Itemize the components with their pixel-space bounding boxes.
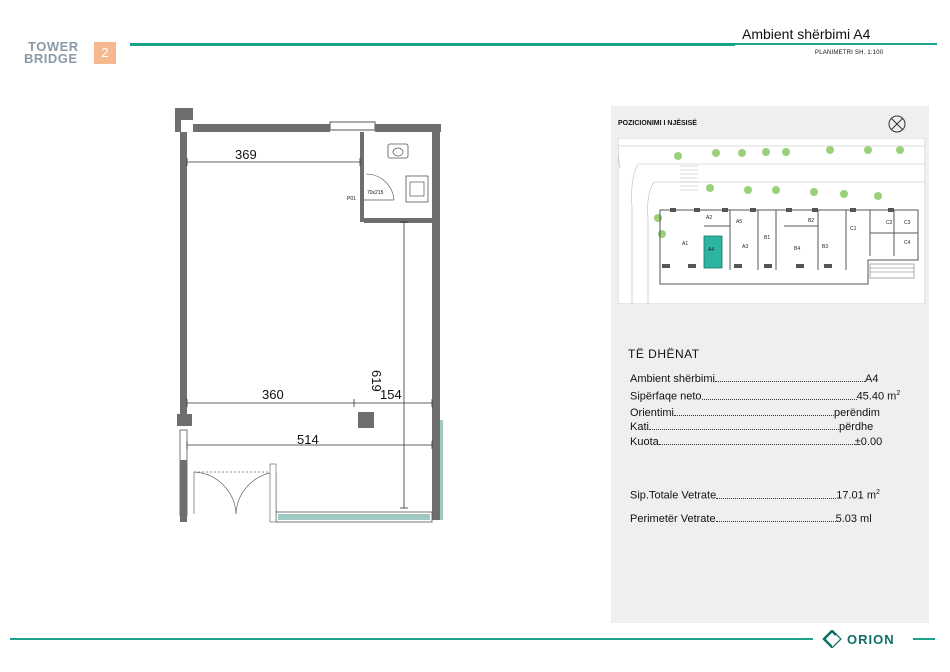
row-value: perëndim [834, 407, 880, 419]
dim-left-mid: 360 [262, 387, 284, 402]
glass-row [630, 489, 880, 502]
logo-line1: TOWER [28, 39, 79, 54]
site-map [618, 138, 925, 304]
data-row [630, 373, 878, 385]
map-label-b3: B3 [822, 244, 829, 250]
map-label-b4: B4 [794, 246, 801, 252]
map-label-a1: A1 [682, 241, 689, 247]
row-label: Kati [630, 421, 649, 433]
map-label-b2: B2 [808, 218, 815, 224]
data-row [630, 436, 882, 448]
map-label-c4: C4 [904, 240, 911, 246]
map-label-c3: C3 [904, 220, 911, 226]
position-heading: POZICIONIMI I NJËSISË [618, 120, 697, 127]
map-label-c1: C1 [850, 226, 857, 232]
row-sup: 2 [875, 489, 880, 496]
map-label-a4: A4 [708, 247, 715, 253]
map-label-a3: A3 [742, 244, 749, 250]
row-sup: 2 [896, 390, 901, 397]
floor-plan [160, 100, 460, 540]
footer-rule-left [10, 638, 813, 640]
row-label: Ambient shërbimi [630, 373, 715, 385]
dim-bottom: 514 [297, 432, 319, 447]
page-subtitle: PLANIMETRI SH. 1:100 [815, 50, 884, 56]
row-label: Perimetër Vetrate [630, 513, 716, 525]
data-row [630, 390, 900, 403]
logo-number: 2 [94, 42, 116, 64]
row-value: përdhe [838, 421, 874, 433]
row-value: 5.03 ml [835, 513, 872, 525]
data-row [630, 407, 880, 419]
map-label-a2: A2 [706, 215, 713, 221]
page-title: Ambient shërbimi A4 [742, 26, 871, 42]
row-value: 45.40 m [856, 390, 897, 403]
orion-logo-icon [822, 630, 842, 648]
data-row [630, 421, 873, 433]
dim-top: 369 [235, 147, 257, 162]
map-label-c2: C2 [886, 220, 893, 226]
dim-right-mid: 154 [380, 387, 402, 402]
glass-row [630, 513, 872, 525]
row-label: Sip.Totale Vetrate [630, 489, 717, 502]
footer-rule-right [913, 638, 935, 640]
map-label-a5: A5 [736, 219, 743, 225]
header-rule-right [735, 43, 937, 45]
footer-logo: ORION [847, 632, 895, 647]
door-code: P01 [347, 196, 356, 202]
row-label: Kuota [630, 436, 659, 448]
data-title: TË DHËNAT [628, 347, 700, 361]
row-value: 17.01 m [836, 489, 876, 502]
compass-icon [887, 114, 907, 134]
door-size: 70x215 [367, 190, 384, 196]
logo-line2: BRIDGE [24, 51, 78, 66]
map-label-b1: B1 [764, 235, 771, 241]
row-label: Orientimi [630, 407, 675, 419]
row-label: Sipërfaqe neto [630, 390, 702, 403]
dim-height: 619 [369, 370, 384, 392]
header-rule-left [130, 43, 735, 46]
row-value: ±0.00 [854, 436, 883, 448]
row-value: A4 [864, 373, 879, 385]
